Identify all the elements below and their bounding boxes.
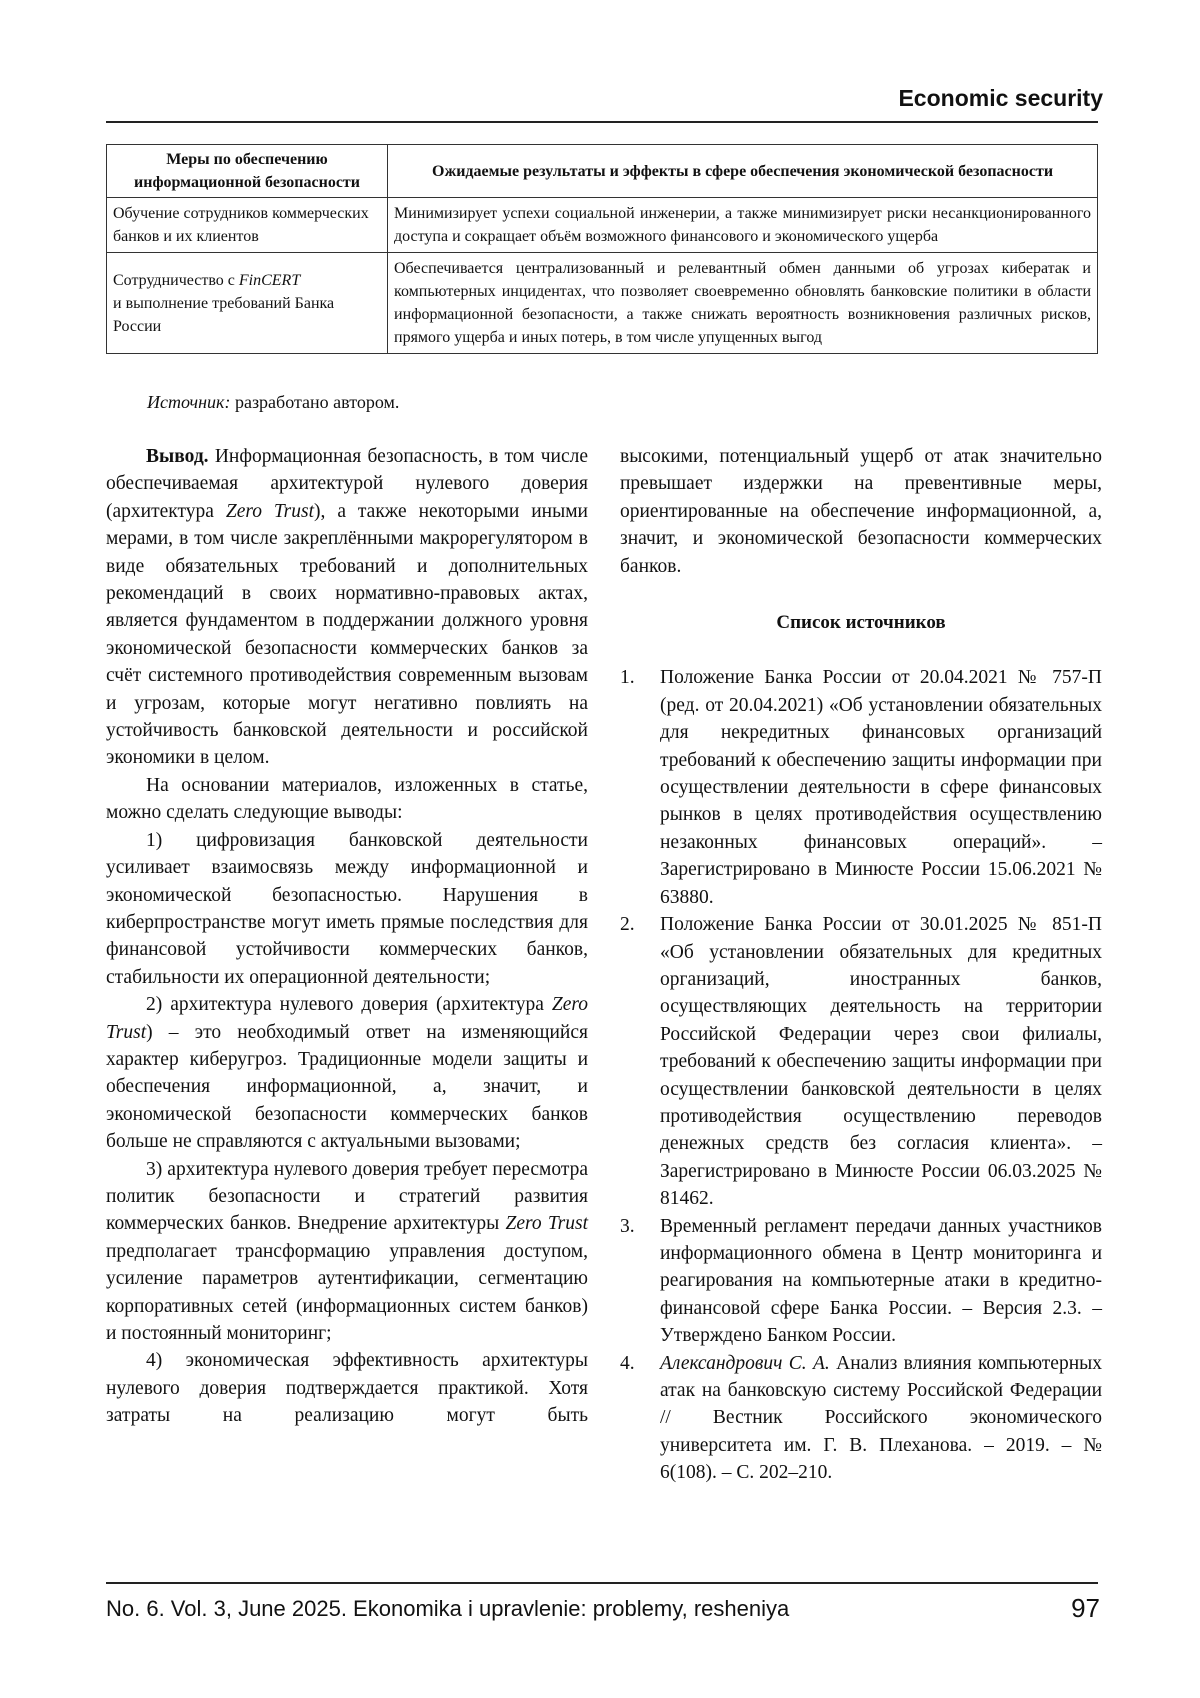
footer-rule bbox=[106, 1582, 1098, 1584]
references-heading: Список источников bbox=[776, 612, 946, 634]
conclusion-item-4: 4) экономическая эффективность архитектуры нулевого доверия подтверждается практикой. Хотя затраты на реализацию могут быть bbox=[106, 1350, 588, 1427]
item-text: 3) архитектура нулевого доверия требует пересмотра политик безопасности и стратегий развития коммерческих банков. Внедрение архитектуры bbox=[106, 1158, 588, 1235]
section-title: Economic security bbox=[898, 85, 1103, 111]
table-row bbox=[107, 253, 1098, 354]
reference-number: 4. bbox=[620, 1352, 635, 1374]
conclusion-italic: Zero Trust bbox=[225, 500, 315, 522]
list-item bbox=[620, 911, 1102, 1212]
conclusion-item-1: 1) цифровизация банковской деятельности усиливает взаимосвязь между информационной и экономической безопасностью. Нарушения в киберпространстве могут иметь прямые последствия для финансовой устойчивости коммерческих банков, стабильности их операционной деятельности; bbox=[106, 829, 588, 988]
source-label: Источник: bbox=[147, 392, 231, 412]
references-list bbox=[620, 664, 1102, 1486]
list-item bbox=[620, 1350, 1102, 1487]
measure-italic: FinCERT bbox=[238, 271, 301, 289]
measure-suffix: и выполнение требований Банка России bbox=[113, 294, 335, 335]
journal-citation: No. 6. Vol. 3, June 2025. Ekonomika i upravlenie: problemy, resheniya bbox=[106, 1596, 790, 1621]
table-header-effects: Ожидаемые результаты и эффекты в сфере обеспечения экономической безопасности bbox=[388, 145, 1098, 198]
item-italic: Zero Trust bbox=[505, 1213, 588, 1235]
list-item bbox=[620, 664, 1102, 911]
page-number: 97 bbox=[1071, 1593, 1100, 1623]
table-header-measures: Меры по обеспечению информационной безопасности bbox=[107, 145, 388, 198]
left-column bbox=[106, 443, 588, 1430]
reference-text bbox=[660, 1350, 1102, 1487]
reference-text: Положение Банка России от 30.01.2025 № 851-П «Об установлении обязательных для кредитных организаций, иностранных банков, осуществляющих деятельность на территории Российской Федерации через свои филиалы, требований к обеспечению защиты информации при осуществлении банковской деятельности в целях противодействия осуществлению переводов денежных средств без согласия клиента». – Зарегистрировано в Минюсте России 06.03.2025 № 81462. bbox=[660, 914, 1102, 1210]
measures-table bbox=[106, 144, 1098, 354]
reference-number: 3. bbox=[620, 1215, 635, 1237]
table-cell-measure bbox=[107, 253, 388, 354]
reference-author: Александрович С. А. bbox=[660, 1352, 830, 1374]
conclusion-text: Информационная безопасность, в том числе обеспечиваемая архитектурой нулевого доверия (архитектура bbox=[106, 446, 588, 522]
table-cell-effect: Обеспечивается централизованный и релевантный обмен данными об угрозах кибератак и компьютерных инцидентах, что позволяет своевременно обновлять банковские политики в области информационной безопасности, а также снижать вероятность возникновения различных рисков, прямого ущерба и иных потерь, в том числе упущенных выгод bbox=[388, 253, 1098, 354]
header-rule bbox=[106, 121, 1098, 123]
conclusion-continuation: высокими, потенциальный ущерб от атак значительно превышает издержки на превентивные меры, ориентированные на обеспечение информационной, а, значит, и экономической безопасности коммерческих банков. bbox=[620, 446, 1102, 577]
table-source-note bbox=[147, 392, 399, 413]
conclusion-item-2 bbox=[106, 991, 588, 1155]
table-cell-measure: Обучение сотрудников коммерческих банков и их клиентов bbox=[107, 198, 388, 253]
table-row bbox=[107, 198, 1098, 253]
conclusion-item-3 bbox=[106, 1156, 588, 1348]
conclusion-paragraph bbox=[106, 443, 588, 772]
conclusion-lead: Вывод. bbox=[146, 446, 209, 467]
reference-text: Положение Банка России от 20.04.2021 № 757-П (ред. от 20.04.2021) «Об установлении обязательных для некредитных финансовых организаций требований к обеспечению защиты информации при осуществлении деятельности в сфере финансовых рынков в целях противодействия осуществлению незаконных финансовых операций». – Зарегистрировано в Минюсте России 15.06.2021 № 63880. bbox=[660, 667, 1102, 908]
reference-number: 2. bbox=[620, 914, 635, 936]
reference-number: 1. bbox=[620, 667, 635, 689]
measure-prefix: Сотрудничество с bbox=[113, 271, 239, 289]
right-column bbox=[620, 443, 1102, 1487]
table-header-row bbox=[107, 145, 1098, 198]
item-text: ) – это необходимый ответ на изменяющийся характер киберугроз. Традиционные модели защиты и обеспечения информационной, а, значит, и экономической безопасности коммерческих банков больше не справляются с актуальными вызовами; bbox=[106, 1021, 588, 1153]
item-text: 2) архитектура нулевого доверия (архитектура bbox=[146, 994, 552, 1016]
item-italic: Zero Trust bbox=[106, 994, 588, 1043]
table-cell-effect: Минимизирует успехи социальной инженерии, а также минимизирует риски несанкционированного доступа и сокращает объём возможного финансового и экономического ущерба bbox=[388, 198, 1098, 253]
list-item bbox=[620, 1213, 1102, 1350]
reference-text: Временный регламент передачи данных участников информационного обмена в Центр мониторинга и реагирования на компьютерные атаки в кредитно-финансовой сфере Банка России. – Версия 2.3. – Утверждено Банком России. bbox=[660, 1215, 1102, 1347]
item-text: предполагает трансформацию управления доступом, усиление параметров аутентификации, сегментацию корпоративных сетей (информационных систем банков) и постоянный мониторинг; bbox=[106, 1240, 588, 1344]
conclusion-intro: На основании материалов, изложенных в статье, можно сделать следующие выводы: bbox=[106, 774, 588, 824]
reference-body: Анализ влияния компьютерных атак на банковскую систему Российской Федерации // Вестник Российского экономического университета им. Г. В. Плеханова. – 2019. – № 6(108). – С. 202–210. bbox=[660, 1352, 1103, 1484]
source-text: разработано автором. bbox=[230, 392, 400, 412]
conclusion-text: ), а также некоторыми иными мерами, в том числе закреплёнными макрорегулятором в виде обязательных требований и дополнительных рекомендаций в своих нормативно-правовых актах, является фундаментом в поддержании должного уровня экономической безопасности коммерческих банков за счёт системного противодействия современным вызовам и угрозам, которые могут негативно повлиять на устойчивость банковской деятельности и российской экономики в целом. bbox=[106, 500, 588, 769]
